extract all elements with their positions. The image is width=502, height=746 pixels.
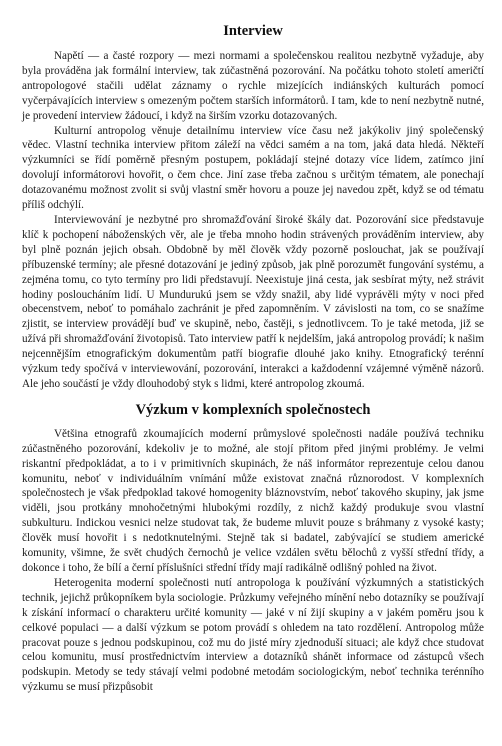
paragraph: Napětí — a časté rozpory — mezi normami a společenskou realitou nezbytně vyžaduje, aby byla prováděna jak formální interview, tak zúčastněná pozorování. Na počátku tohoto století američtí antropologové stačili udělat záznamy o rychle mizejících indiánských kulturách pomocí vyčerpávajících interview s omezeným počtem starších informátorů. I tam, kde to není nezbytně nutné, je provedení interview žádoucí, i když na širším vzorku dotazovaných. xyxy=(22,50,484,122)
paragraph: Heterogenita moderní společnosti nutí antropologa k používání výzkumných a statistických technik, jejichž průkopníkem byla sociologie. Průzkumy veřejného mínění nebo dotazníky se používají k získání informací o charakteru určité komunity — jaké v ní žijí skupiny a v jakém poměru jsou k celkové populaci — a další výzkum se potom provádí s ohledem na tato rozdělení. Antropolog může pracovat pouze s jednou podskupinou, což mu do jisté míry zjednoduší situaci; ale když chce studovat celou komunitu, musí prostřednictvím interview a dotazníků shánět informace od zástupců všech podskupin. Metody se tedy stávají velmi podobné metodám sociologickým, neboť technika terénního výzkumu se musí přizpůsobit xyxy=(22,576,484,694)
section-heading-complex-societies: Výzkum v komplexních společnostech xyxy=(135,401,371,418)
paragraph: Většina etnografů zkoumajících moderní průmyslové společnosti nadále používá techniku zúčastněného pozorování, kdekoliv je to možné, ale stojí přitom před jinými problémy. Je velmi riskantní předpokládat, a to i v primitivních skupinách, že náš informátor reprezentuje celou danou komunitu, neboť v individuálním vnímání může existovat značná různorodost. V komplexních společnostech je však předpoklad takové homogenity bláznovstvím, neboť takového skupiny, jak jsme viděli, jsou protkány mnohočetnými hlubokými rozdíly, z nichž každý produkuje svou vlastní subkulturu. Indickou vesnici nelze studovat tak, že budeme mluvit pouze s bráhmany z vysoké kasty; člověk musí hovořit i s nedotknutelnými. Stejně tak si badatel, zabývající se studiem americké komunity, všimne, že svět chudých černochů je velice vzdálen světu bělochů z vyšší střední třídy, a dokonce i toho, že bílí a černí příslušníci střední třídy mají radikálně odlišný pohled na život. xyxy=(22,427,484,574)
paragraph: Interviewování je nezbytné pro shromažďování široké škály dat. Pozorování sice představuje klíč k pochopení náboženských věr, ale je třeba mnoho hodin strávených prováděním interview, aby byl plně poznán jejich obsah. Obdobně by měl člověk vždy pozorně poslouchat, jak se používají příbuzenské termíny; ale přesné dotazování je jediný způsob, jak plně porozumět fungování systému, a zejména tomu, co tyto termíny pro lidi představují. Neexistuje jiná cesta, jak sesbírat mýty, než strávit hodiny posloucháním lidí. U Mundurukú jsem se vždy snažil, aby lidé vyprávěli mýty v noci před obecenstvem, neboť to pomáhalo zachránit je před zapomněním. V závislosti na tom, co se snažíme zjistit, se interview provádějí buď ve skupině, nebo, častěji, s jednotlivcem. To je také metoda, již se užívá při shromažďování životopisů. Tato interview patří k nejdelším, jaká antropolog provádí; k našim nejcennějším etnografickým dokumentům patří biografie dlouhé jako knihy. Etnografický terénní výzkum tedy spočívá v interviewování, pozorování, interakci a každodenní vzájemné výměně názorů. Ale jeho součástí je vždy dlouhodobý styk s lidmi, které antropolog zkoumá. xyxy=(22,213,484,390)
section-heading-interview: Interview xyxy=(223,23,283,39)
paragraph: Kulturní antropolog věnuje detailnímu interview více času než jakýkoliv jiný společenský vědec. Vlastní technika interview přitom záleží na vědci samém a na tom, jaká data hledá. Někteří výzkumníci se řídí poměrně přesným postupem, pokládají stejné dotazy více lidem, zatímco jiní dovolují informátorovi hovořit, o čem chce. Jiní zase třeba začnou s určitým tématem, ale ponechají dotazovanému možnost zvolit si svůj vlastní směr hovoru a pouze jej navedou zpět, když se od tématu příliš odchýlí. xyxy=(22,124,484,212)
